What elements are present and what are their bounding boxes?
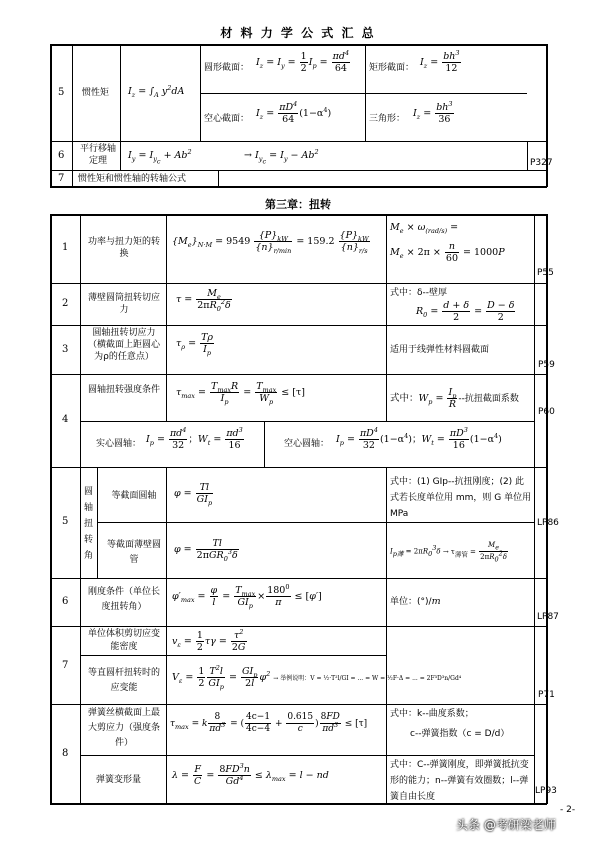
c3-row8-num: 8 [62, 748, 69, 759]
s2-row6-ref: P327 [530, 158, 553, 168]
c3-row5-note2: $I_{p薄} = 2\pi R_0^3\delta \to \tau_{薄管}$ = $\frac{M_e}{2\pi R_0^2\delta}$ [390, 541, 507, 564]
watermark: 头条 @考研梁老师 [456, 818, 556, 832]
c3-row5-f2: φ = $\frac{Tl}{2\pi GR_0^3\delta}$ [174, 538, 238, 563]
c3-row5-num: 5 [62, 516, 69, 527]
c3-row1-f1: $\{M_e\}_{N\cdot M} = 9549$ $\frac{\{P\}_{kW}}{\{n\}_{r/min}}$ = 159.2 $\frac{\{P\}_{kW}}{\{n\}_{r/s}}$ [172, 230, 369, 255]
c3-row4-solid-label: 实心圆轴： [96, 439, 142, 449]
c3-row1-f2a: $M_e \times \omega_{(rad/s)}$ = [390, 222, 459, 235]
c3-row7-num: 7 [62, 660, 69, 671]
s2-row6-f1: $I_y = I_{y_c} + Ab^2$ [128, 147, 192, 166]
c3-row6-formula: $\varphi'_{max}$ = $\frac{\varphi}{l}$ = $\frac{T_{max}}{GI_p}$ × $\frac{180^0}{\pi}$ ≤ [φ′] [172, 582, 322, 610]
c3-row6-name: 刚度条件（单位长度扭转角） [87, 587, 160, 612]
c3-row4-solid-formula: $I_p$ = $\frac{\pi d^4}{32}$ ；$W_t$ = $\frac{\pi d^3}{16}$ [146, 425, 243, 451]
c3-row4-ref: P60 [538, 407, 555, 417]
s2-row5-num: 5 [58, 87, 65, 98]
c3-row8-note1a: 式中：k--曲度系数； [390, 709, 474, 719]
title-rule [50, 44, 547, 46]
c3-row7-name2: 等直圆杆扭转时的应变能 [87, 668, 160, 693]
s2-row6-f2: → $I_{y_c} = I_y - Ab^2$ [244, 147, 319, 166]
c3-row3-note: 适用于线弹性材料圆截面 [390, 345, 490, 355]
c3-row7-f2: $V_\varepsilon$ = $\frac{1}{2}$ $\frac{T^2l}{GI_p}$ = $\frac{GI_p}{2l}$ $\varphi^2$ → 举例说明：V = ½·T²l/GI = ... = W = ½F·Δ = ... = 2F³D³n/Gd⁴ [172, 663, 462, 691]
c3-row4-hollow-formula: $I_p$ = $\frac{\pi D^4}{32}$ $(1-\alpha^4)$；$W_t$ = $\frac{\pi D^3}{16}$ $(1-\alpha^4)$ [336, 425, 502, 451]
s2-rect-label: 矩形截面： [369, 63, 415, 73]
c3-row8-note1b: c--弹簧指数（c = D/d） [410, 729, 510, 739]
c3-row3-ref: P59 [538, 360, 555, 370]
c3-row4-name: 圆轴扭转强度条件 [87, 385, 160, 395]
c3-row2-num: 2 [62, 298, 69, 309]
c3-row5-note: 式中：(1) GIp--抗扭刚度；(2) 此式若长度单位用 mm，则 G 单位用 MPa [390, 477, 532, 519]
s2-row5-def: $I_z = \int_A$ $y^2dA$ [128, 83, 185, 99]
c3-row2-formula: τ = $\frac{M_e}{2\pi R_0^2\delta}$ [176, 288, 231, 313]
c3-row3-num: 3 [62, 344, 69, 355]
s2-row7-name: 惯性矩和惯性轴的转轴公式 [78, 174, 187, 184]
c3-row8-ref: LP93 [535, 786, 557, 796]
c3-row2-note1: 式中：δ--壁厚 [390, 288, 448, 298]
c3-row6-unit: 单位：(°)/m [390, 596, 441, 607]
s2-tri-formula: $I_z$ = $\frac{bh^3}{36}$ [413, 99, 453, 125]
c3-row8-note2: 式中：C--弹簧刚度，即弹簧抵抗变形的能力；n--弹簧有效圈数；l--弹簧自由长度 [390, 760, 529, 802]
c3-row1-ref: P55 [537, 268, 554, 278]
c3-row4-formula: $\tau_{max}$ = $\frac{T_{max}R}{I_p}$ = $\frac{T_{max}}{W_p}$ ≤ [τ] [176, 381, 305, 406]
chapter-title: 第三章：扭转 [265, 198, 331, 211]
c3-row8-f2: λ = $\frac{F}{C}$ = $\frac{8FD^3n}{Gd^4}$ ≤ $\lambda_{max} = l$ − nd [172, 761, 329, 787]
s2-hollow-formula: $I_z$ = $\frac{\pi D^4}{64}$ $(1-\alpha^4)$ [256, 99, 332, 125]
c3-row2-name: 薄壁圆筒扭转切应力 [87, 293, 160, 315]
s2-hollow-label: 空心截面： [204, 114, 250, 124]
c3-row5-sub2: 等截面薄壁圆管 [106, 540, 161, 565]
c3-row3-name: 圆轴扭转切应力（横截面上距圆心为ρ的任意点） [87, 328, 160, 362]
c3-row4-note: 式中：$W_p$ = $\frac{I_p}{R}$ --抗扭截面系数 [390, 387, 519, 410]
s2-row5-name: 惯性矩 [82, 88, 110, 98]
c3-row8-f1: $\tau_{max} = k$ $\frac{8}{\pi d^3}$ = ( $\frac{4c-1}{4c-4}$ + $\frac{0.615}{c}$ ) $\frac{8FD}{\pi d^3}$ ≤ [τ] [170, 712, 368, 734]
c3-row7-ref: P71 [538, 690, 555, 700]
c3-row6-num: 6 [62, 596, 69, 607]
c3-row2-note2: $R_0$ = $\frac{d + \delta}{2}$ = $\frac{D - \delta}{2}$ [416, 300, 515, 323]
c3-row3-formula: $\tau_\rho$ = $\frac{T\rho}{I_p}$ [176, 332, 214, 357]
s2-tri-label: 三角形： [369, 114, 406, 124]
s2-rect-formula: $I_z$ = $\frac{bh^3}{12}$ [420, 48, 460, 74]
c3-row8-name1: 弹簧丝横截面上最大剪应力（强度条件） [87, 708, 160, 748]
c3-row7-f1: $v_\varepsilon$ = $\frac{1}{2}$ τγ = $\frac{\tau^2}{2G}$ [172, 627, 246, 653]
s2-row6-num: 6 [58, 150, 65, 161]
c3-row5-ref: LP86 [537, 518, 559, 528]
s2-row6-name: 平行移轴定理 [79, 144, 116, 166]
c3-row1-f2b: $M_e \times 2\pi$ × $\frac{n}{60}$ = 1000P [390, 241, 505, 264]
c3-row5-name: 圆轴扭转角 [83, 487, 93, 561]
c3-row1-num: 1 [62, 242, 69, 253]
c3-row5-sub1: 等截面圆轴 [111, 491, 157, 501]
document-title: 材 料 力 学 公 式 汇 总 [220, 26, 376, 40]
s2-circle-formula: $I_z = I_y$ = $\frac{1}{2}$ $I_p$ = $\frac{\pi d^4}{64}$ [256, 48, 350, 74]
c3-row1-name: 功率与扭力矩的转换 [87, 237, 160, 259]
c3-row5-f1: φ = $\frac{Tl}{GI_p}$ [174, 482, 213, 507]
c3-row4-num: 4 [62, 414, 69, 425]
page-number: - 2- [560, 805, 576, 815]
c3-row4-hollow-label: 空心圆轴： [284, 439, 330, 449]
s2-row7-num: 7 [58, 173, 65, 184]
c3-row6-ref: LP87 [537, 612, 559, 622]
c3-row7-name1: 单位体积剪切应变能密度 [87, 629, 160, 652]
c3-row8-name2: 弹簧变形量 [96, 775, 142, 785]
s2-circle-label: 圆形截面： [204, 63, 250, 73]
